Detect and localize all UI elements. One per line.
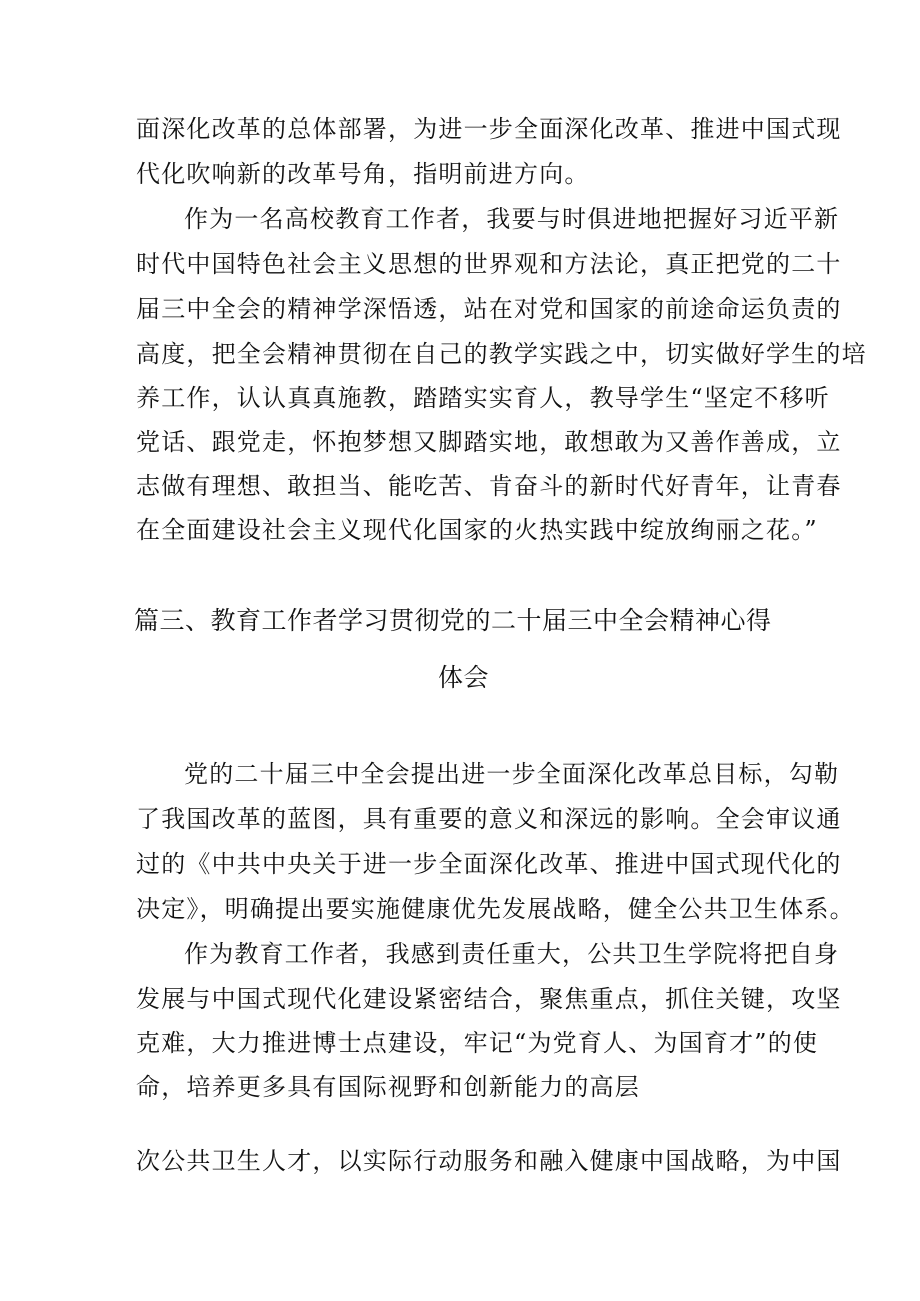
text-line: 届三中全会的精神学深悟透，站在对党和国家的前途命运负责的 — [136, 295, 842, 323]
text-line: 命，培养更多具有国际视野和创新能力的高层 — [136, 1073, 640, 1101]
section-heading-line2: 体会 — [438, 663, 490, 692]
text-line: 代化吹响新的改革号角，指明前进方向。 — [136, 160, 590, 188]
text-line: 高度，把全会精神贯彻在自己的教学实践之中，切实做好学生的培 — [136, 340, 867, 368]
text-line: 时代中国特色社会主义思想的世界观和方法论，真正把党的二十 — [136, 250, 842, 278]
section-heading-line1: 篇三、教育工作者学习贯彻党的二十届三中全会精神心得 — [134, 606, 772, 635]
text-line: 作为一名高校教育工作者，我要与时俱进地把握好习近平新 — [184, 205, 840, 233]
text-line: 决定》，明确提出要实施健康优先发展战略，健全公共卫生体系。 — [136, 895, 855, 923]
text-line: 党的二十届三中全会提出进一步全面深化改革总目标，勾勒 — [184, 760, 840, 788]
text-line: 在全面建设社会主义现代化国家的火热实践中绽放绚丽之花。” — [136, 516, 818, 544]
text-line: 过的《中共中央关于进一步全面深化改革、推进中国式现代化的 — [136, 850, 842, 878]
text-line: 克难，大力推进博士点建设，牢记“为党育人、为国育才”的使 — [136, 1029, 819, 1057]
text-line: 党话、跟党走，怀抱梦想又脚踏实地，敢想敢为又善作善成，立 — [136, 428, 842, 456]
text-line: 次公共卫生人才，以实际行动服务和融入健康中国战略，为中国 — [136, 1147, 842, 1175]
text-line: 养工作，认认真真施教，踏踏实实育人，教导学生“坚定不移听 — [136, 384, 830, 412]
text-line: 了我国改革的蓝图，具有重要的意义和深远的影响。全会审议通 — [136, 805, 842, 833]
text-line: 面深化改革的总体部署，为进一步全面深化改革、推进中国式现 — [136, 115, 842, 143]
text-line: 作为教育工作者，我感到责任重大，公共卫生学院将把自身 — [184, 940, 840, 968]
text-line: 志做有理想、敢担当、能吃苦、肯奋斗的新时代好青年，让青春 — [136, 472, 842, 500]
text-line: 发展与中国式现代化建设紧密结合，聚焦重点，抓住关键，攻坚 — [136, 985, 842, 1013]
